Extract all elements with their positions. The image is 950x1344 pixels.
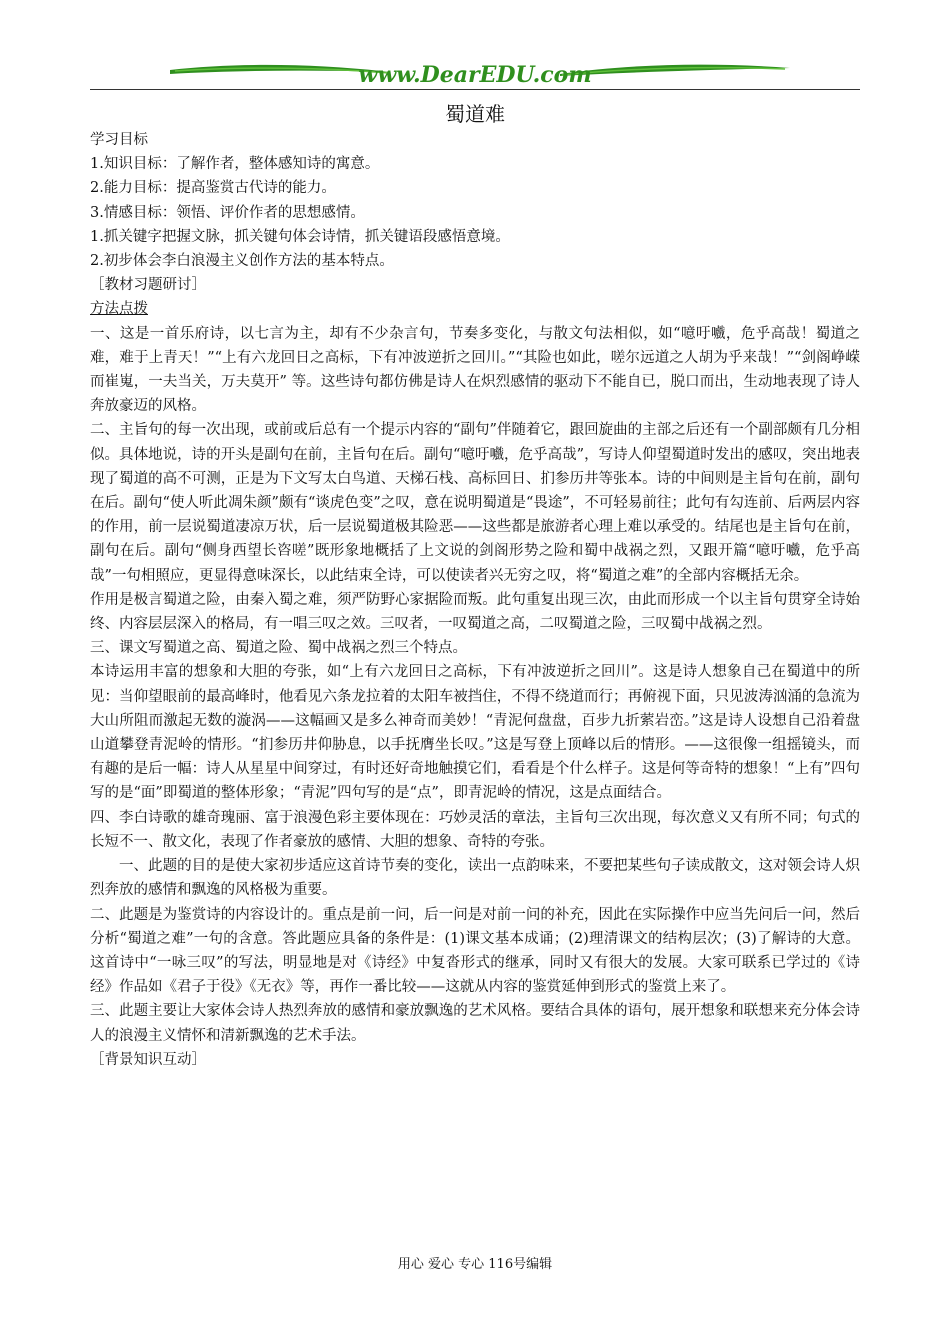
section-heading-exercises: ［教材习题研讨］ — [90, 277, 206, 294]
paragraph-method-2: 二、主旨句的每一次出现，或前或后总有一个提示内容的“副句”伴随着它，跟回旋曲的主部之后还有一个副部颇有几分相似。具体地说，诗的开头是副句在前，主旨句在后。副句“噫吁嚱，危乎高哉”，写诗人仰望蜀道时发出的感叹，突出地表现了蜀道的高不可测，正是为下文写太白鸟道、天梯石栈、高标回日、扪参历井等张本。诗的中间则是主旨句在前，副句在后。副句“使人听此凋朱颜”颇有“谈虎色变”之叹，意在说明蜀道是“畏途”，不可轻易前往；此句有勾连前、后两层内容的作用，前一层说蜀道凄凉万状，后一层说蜀道极其险恶——这些都是旅游者心理上难以承受的。结尾也是主旨句在前，副句在后。副句“侧身西望长咨嗟”既形象地概括了上文说的剑阁形势之险和蜀中战祸之烈，又跟开篇“噫吁嚱，危乎高哉”一句相照应，更显得意味深长，以此结束全诗，可以使读者兴无穷之叹，将“蜀道之难”的全部内容概括无余。 — [90, 422, 860, 584]
goal-ability: 2.能力目标：提高鉴赏古代诗的能力。 — [90, 180, 336, 197]
paragraph-exercise-1: 一、此题的目的是使大家初步适应这首诗节奏的变化，读出一点韵味来，不要把某些句子读成散文，这对领会诗人炽烈奔放的感情和飘逸的风格极为重要。 — [90, 858, 860, 899]
site-logo-text: www.DearEDU.com — [358, 62, 592, 88]
paragraph-method-3-detail: 本诗运用丰富的想象和大胆的夸张，如“上有六龙回日之高标，下有冲波逆折之回川”。这是诗人想象自己在蜀道中的所见：当仰望眼前的最高峰时，他看见六条龙拉着的太阳车被挡住，不得不绕道而行；再俯视下面，只见波涛汹涌的急流为大山所阻而激起无数的漩涡——这幅画又是多么神奇而美妙！“青泥何盘盘，百步九折萦岩峦。”这是诗人设想自己沿着盘山道攀登青泥岭的情形。“扪参历井仰胁息，以手抚膺坐长叹。”这是写登上顶峰以后的情形。——这很像一组摇镜头，而有趣的是后一幅：诗人从星星中间穿过，有时还好奇地触摸它们，看看是个什么样子。这是何等奇特的想象！“上有”四句写的是“面”即蜀道的整体形象；“青泥”四句写的是“点”，即青泥岭的情况，这是点面结合。 — [90, 664, 860, 802]
paragraph-method-3: 三、课文写蜀道之高、蜀道之险、蜀中战祸之烈三个特点。 — [90, 640, 467, 657]
section-heading-learning-goals: 学习目标 — [90, 132, 148, 148]
paragraph-method-1: 一、这是一首乐府诗，以七言为主，却有不少杂言句，节奏多变化，与散文句法相似，如“噫吁嚱，危乎高哉！蜀道之难，难于上青天！”“上有六龙回日之高标，下有冲波逆折之回川。”“其险也如此，嗟尔远道之人胡为乎来哉！”“剑阁峥嵘而崔嵬，一夫当关，万夫莫开” 等。这些诗句都仿佛是诗人在炽烈感情的驱动下不能自已，脱口而出，生动地表现了诗人奔放豪迈的风格。 — [90, 325, 860, 415]
document-body — [90, 128, 860, 1072]
section-heading-background: ［背景知识互动］ — [90, 1051, 206, 1068]
header-divider — [90, 89, 860, 90]
key-point-2: 2.初步体会李白浪漫主义创作方法的基本特点。 — [90, 253, 394, 270]
site-header-logo — [90, 58, 860, 92]
paragraph-method-2-function: 作用是极言蜀道之险，由秦入蜀之难，须严防野心家据险而叛。此句重复出现三次，由此而形成一个以主旨句贯穿全诗始终、内容层层深入的格局，有一唱三叹之效。三叹者，一叹蜀道之高，二叹蜀道之险，三叹蜀中战祸之烈。 — [90, 591, 860, 633]
key-point-1: 1.抓关键字把握文脉，抓关键句体会诗情，抓关键语段感悟意境。 — [90, 228, 510, 245]
page-footer: 用心 爱心 专心 116号编辑 — [397, 1257, 553, 1272]
paragraph-method-4: 四、李白诗歌的雄奇瑰丽、富于浪漫色彩主要体现在：巧妙灵活的章法，主旨句三次出现，每次意义又有所不同；句式的长短不一、散文化，表现了作者豪放的感情、大胆的想象、奇特的夸张。 — [90, 809, 860, 850]
paragraph-exercise-3: 三、此题主要让大家体会诗人热烈奔放的感情和豪放飘逸的艺术风格。要结合具体的语句，展开想象和联想来充分体会诗人的浪漫主义情怀和清新飘逸的艺术手法。 — [90, 1003, 860, 1044]
goal-emotion: 3.情感目标：领悟、评价作者的思想感情。 — [90, 204, 365, 221]
paragraph-exercise-2: 二、此题是为鉴赏诗的内容设计的。重点是前一问，后一问是对前一问的补充，因此在实际操作中应当先问后一问，然后分析“蜀道之难”一句的含意。答此题应具备的条件是：(1)课文基本成诵；(2)理清课文的结构层次；(3)了解诗的大意。这首诗中“一咏三叹”的写法，明显地是对《诗经》中复沓形式的继承，同时又有很大的发展。大家可联系已学过的《诗经》作品如《君子于役》《无衣》等，再作一番比较——这就从内容的鉴赏延伸到形式的鉴赏上来了。 — [90, 906, 860, 996]
section-heading-method: 方法点拨 — [90, 301, 148, 318]
page-title: 蜀道难 — [445, 102, 505, 126]
goal-knowledge: 1.知识目标：了解作者，整体感知诗的寓意。 — [90, 156, 380, 173]
